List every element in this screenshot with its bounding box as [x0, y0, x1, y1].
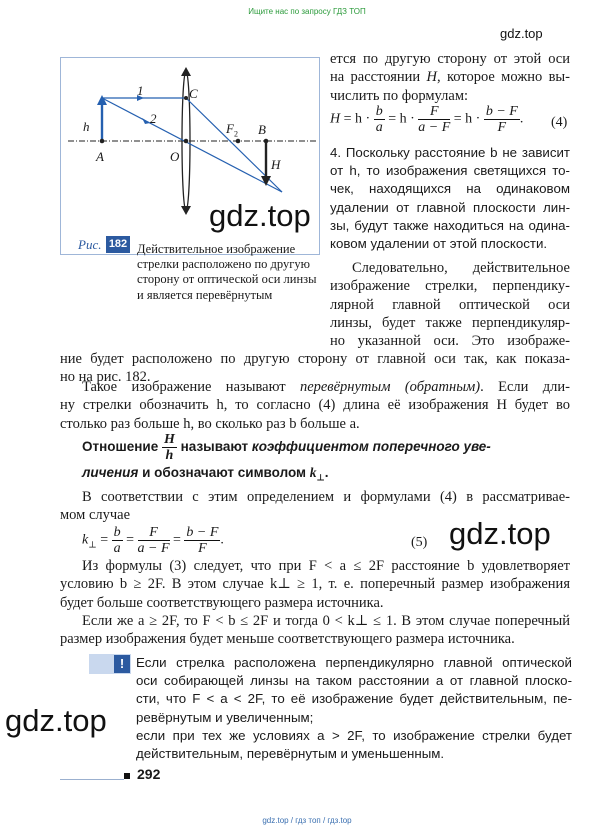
key-note: Если стрелка расположена перпендикулярно главной оптической оси собирающей линзы на таком расстоянии a от главной плоско- сти, что F < a < 2F, то её изображение будет действительным, пе- ревёрнутым и увеличенным; если при тех же условиях a > 2F, то изображение стрелки будет действительным, перевёрнутым и уменьшенным.: [136, 655, 572, 762]
lens-bottom-arrow: [181, 206, 191, 215]
label-C: C: [189, 86, 198, 101]
paragraph-inverted-image: Такое изображение называют перевёрнутым (обратным). Если дли- ну стрелки обозначить h, то согласно (4) длина её изображения H будет во столько раз больше h, во сколько раз b больше a.: [60, 379, 570, 432]
paragraph-definition-use: В соответствии с этим определением и формулами (4) в рассматривае- мом случае: [60, 489, 570, 524]
paragraph-second-case: Если же a ≥ 2F, то F < b ≤ 2F и тогда 0 < k⊥ ≤ 1. В этом случае поперечный размер изображения будет меньше соответствующего размера источника.: [60, 613, 570, 648]
formula-4: H = h · $\frac{b}{a}$ = h · $\frac{F}{a - F}$ = h · $\frac{b - F}{F}$ . (4): [330, 104, 568, 135]
watermark-left: gdz.top: [5, 703, 107, 738]
label-h: h: [83, 119, 90, 134]
footer-square: [124, 773, 130, 779]
watermark-small: gdz.top: [500, 26, 543, 41]
label-B: B: [258, 122, 266, 137]
right-column-paragraph: Следовательно, действительное изображение стрелки, перпендику- лярной главной оптической оси линзы, будет также перпендикуляр- но указанной оси. Это изображе-: [330, 260, 570, 350]
top-search-hint[interactable]: Ищите нас по запросу ГДЗ ТОП: [248, 7, 366, 16]
label-O: O: [170, 149, 180, 164]
label-A: A: [96, 149, 104, 164]
watermark-formula: gdz.top: [449, 516, 551, 551]
watermark-figure: gdz.top: [209, 198, 311, 233]
paragraph-formula-3: Из формулы (3) следует, что при F < a ≤ 2F расстояние b удовлетворяет условию b ≥ 2F. В этом случае k⊥ ≥ 1, т. е. поперечный размер изображения будет больше соответствующего размера источника.: [60, 558, 570, 611]
figure-badge-label: Рис.: [78, 237, 102, 252]
definition-magnification: Отношение $\frac{H}{h}$ называют коэффициентом поперечного уве- личения и обозначают символом $k_\perp$.: [82, 432, 491, 483]
item-4: 4. Поскольку расстояние b не зависит от h, то изображения светящихся то- чек, находящихся на одинаковом удалении от главной плоскости лин- зы, будут также находиться на одина- ковом удалении от этой плоскости.: [330, 145, 570, 252]
paragraph-continuation: ние будет расположено по другую сторону от главной оси так, как показа- но на рис. 182.: [60, 351, 570, 386]
lens-top-arrow: [181, 67, 191, 76]
bottom-links[interactable]: gdz.top / гдз топ / гдз.top: [262, 816, 352, 825]
footer-rule: [60, 779, 124, 780]
ray-2: [102, 98, 282, 192]
formula-5: $k_\perp$ = $\frac{b}{a}$ = $\frac{F}{a - F}$ = $\frac{b - F}{F}$ . (5): [82, 525, 428, 556]
figure-caption: Действительное изображение стрелки расположено по другую сторону от оптической оси линзы и является перевёрнутым: [137, 242, 317, 302]
ray-2-arrow: [142, 118, 150, 124]
figure-badge-number: 182: [106, 236, 130, 253]
exclamation-icon: !: [114, 655, 130, 673]
right-column-intro: ется по другую сторону от этой оси на расстоянии H, которое можно вы- числить по формулам:: [330, 51, 570, 104]
label-ray-1: 1: [137, 83, 144, 98]
label-ray-2: 2: [150, 111, 157, 126]
image-arrow-head: [261, 176, 271, 186]
page-number: 292: [137, 766, 161, 782]
label-F2: $F_2$: [226, 121, 238, 139]
label-H: H: [271, 157, 281, 172]
